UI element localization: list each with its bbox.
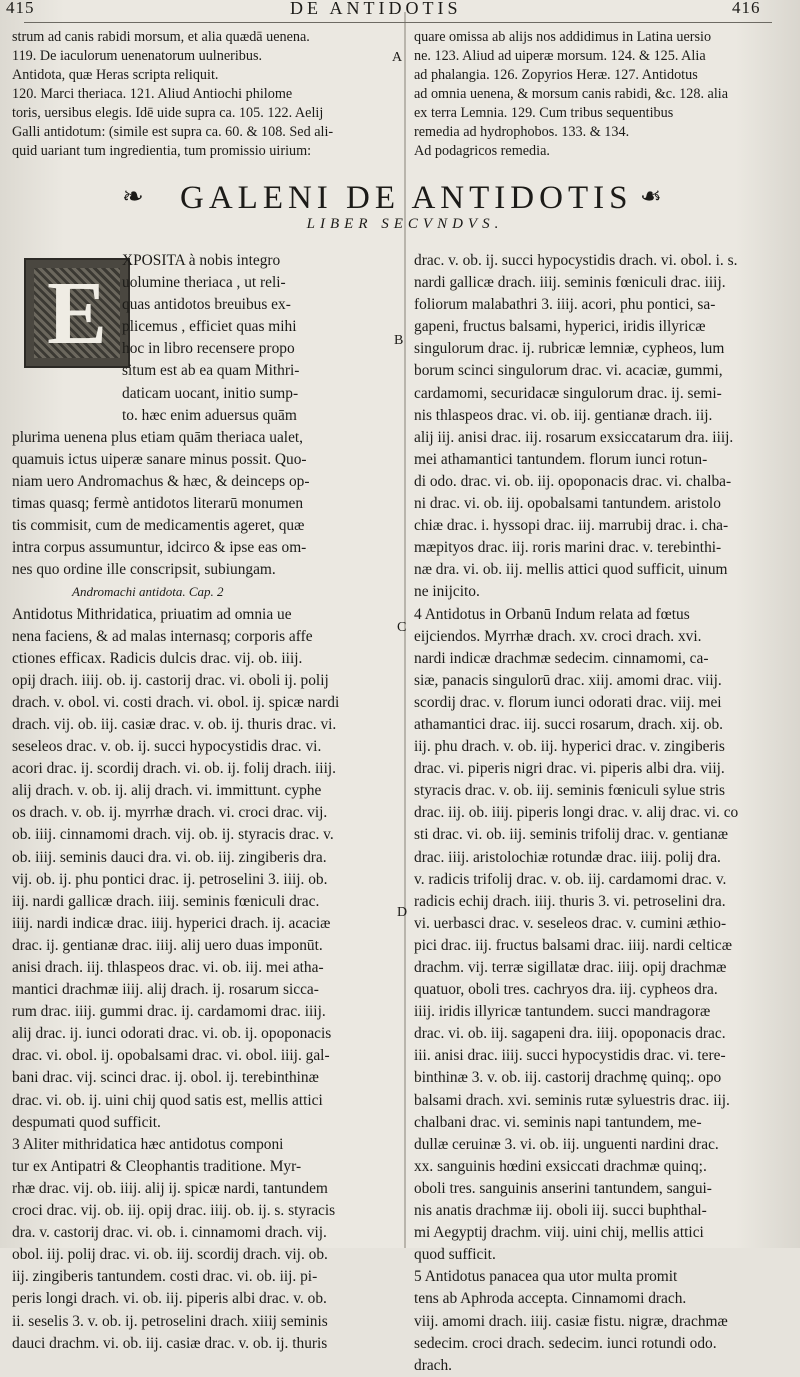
text-line: quod sufficit. (414, 1246, 496, 1264)
text-line: mei athamantici tantundem. florum iunci rotun- (414, 450, 708, 468)
margin-letter-b: B (394, 333, 404, 348)
text-line: singulorum drac. ij. rubricæ lemniæ, cypheos, lum (414, 340, 725, 358)
text-line: radicis echij drach. iiij. thuris 3. vi. petroselini dra. (414, 892, 726, 910)
text-line: ad phalangia. 126. Zopyrios Heræ. 127. Antidotus (414, 67, 698, 83)
text-line: os drach. v. ob. ij. myrrhæ drach. vi. croci drac. vij. (12, 804, 328, 822)
text-line: hoc in libro recensere propo (122, 340, 295, 358)
text-line: Galli antidotum: (simile est supra ca. 60. & 108. Sed ali- (12, 124, 334, 140)
initial-letter: E (46, 263, 108, 363)
chapter-caption: Andromachi antidota. Cap. 2 (72, 584, 224, 600)
text-column-left (12, 250, 400, 1355)
leaf-ornament-icon: ❧ (122, 182, 144, 211)
text-line: anisi drach. iij. thlaspeos drac. vi. ob. iij. mei atha- (12, 959, 324, 976)
text-line: nes quo ordine ille conscripsit, subiungam. (12, 561, 276, 579)
text-line: Ad podagricos remedia. (414, 143, 550, 159)
text-line: drac. vi. ob. ij. uini chij quod satis est, mellis attici (12, 1091, 323, 1109)
table-of-contents-right (414, 28, 778, 161)
text-line: drach. vij. ob. iij. casiæ drac. v. ob. ij. thuris drac. vi. (12, 715, 337, 733)
text-line: tur ex Antipatri & Cleophantis traditione. Myr- (12, 1157, 302, 1175)
text-line: drac. ij. gentianæ drac. iiij. alij uero duas imponūt. (12, 936, 323, 954)
text-line: ex terra Lemnia. 129. Cum tribus sequentibus (414, 105, 674, 121)
text-line: drac. iiij. aristolochiæ rotundæ drac. iiij. polij dra. (414, 848, 721, 866)
text-line: v. radicis trifolij drac. v. ob. iij. cardamomi drac. v. (414, 870, 727, 888)
leaf-ornament-icon: ❧ (640, 182, 662, 211)
text-line: XPOSITA à nobis integro (122, 252, 281, 269)
text-line: tens ab Aphroda accepta. Cinnamomi drach. (414, 1290, 687, 1308)
text-line: chalbani drac. vi. seminis napi tantundem, me- (414, 1113, 702, 1131)
text-line: croci drac. vij. ob. iij. opij drac. iiij. ob. ij. s. styracis (12, 1202, 336, 1220)
text-line: uolumine theriaca , ut reli- (122, 274, 286, 292)
text-line: binthinæ 3. v. ob. iij. castorij drachmę quinq;. opo (414, 1069, 722, 1087)
text-line: situm est ab ea quam Mithri- (122, 362, 300, 380)
text-line: strum ad canis rabidi morsum, et alia quædā uenena. (12, 29, 310, 45)
header-rule (24, 22, 772, 23)
text-line: foliorum malabathri 3. iiij. acori, phu pontici, sa- (414, 296, 716, 314)
text-line: drac. vi. obol. ij. opobalsami drac. vi. obol. iiij. gal- (12, 1047, 330, 1065)
text-line: mæpityos drac. iij. roris marini drac. v. terebinthi- (414, 539, 722, 557)
margin-letter-a: A (392, 50, 403, 65)
text-line: dra. v. castorij drac. vi. ob. i. cinnamomi drach. vij. (12, 1224, 327, 1242)
text-line: pici drac. iij. fructus balsami drac. iiij. nardi celticæ (414, 936, 732, 954)
text-line: ctiones efficax. Radicis dulcis drac. vij. ob. iiij. (12, 649, 303, 667)
text-line: 4 Antidotus in Orbanū Indum relata ad fœtus (414, 605, 690, 623)
text-line: drach. (414, 1356, 453, 1374)
text-line: quas antidotos breuibus ex- (122, 296, 291, 314)
text-line: seseleos drac. v. ob. ij. succi hypocystidis drac. vi. (12, 738, 322, 756)
text-line: nena faciens, & ad malas internasq; corporis affe (12, 627, 313, 645)
text-line: drac. v. ob. ij. succi hypocystidis drach. vi. obol. i. s. (414, 252, 738, 269)
text-line: ni drac. vi. ob. iij. opobalsami tantundem. aristolo (414, 495, 721, 513)
text-line: gapeni, fructus balsami, hyperici, iridis illyricæ (414, 318, 706, 336)
text-line: chiæ drac. i. hyssopi drac. iij. marrubij drac. i. cha- (414, 517, 729, 535)
text-line: cardamomi, securidacæ singulorum drac. ij. semi- (414, 384, 722, 402)
text-line: næ dra. vi. ob. iij. mellis attici quod sufficit, uinum (414, 561, 728, 579)
text-line: iiij. nardi indicæ drac. iiij. hyperici drach. ij. acaciæ (12, 914, 331, 932)
text-line: nardi indicæ drachmæ sedecim. cinnamomi, ca- (414, 649, 709, 667)
text-line: athamantici drac. iij. succi rosarum, drach. xij. ob. (414, 715, 723, 733)
text-line: 5 Antidotus panacea qua utor multa promit (414, 1268, 678, 1286)
text-line: quid uariant tum ingredientia, tum promissio uirium: (12, 143, 312, 159)
text-line: balsami drach. xvi. seminis rutæ syluestris drac. iij. (414, 1091, 730, 1109)
text-line: bani drac. vij. scinci drac. ij. obol. ij. terebinthinæ (12, 1069, 319, 1087)
text-line: ob. iiij. seminis dauci dra. vi. ob. iij. zingiberis dra. (12, 848, 327, 866)
text-line: drach. v. obol. vi. costi drach. vi. obol. ij. spicæ nardi (12, 693, 340, 711)
book-subtitle: LIBER SECVNDVS. (306, 216, 504, 232)
running-title: DE ANTIDOTIS (290, 0, 462, 18)
page-number-right: 416 (732, 0, 761, 17)
text-line: iij. nardi gallicæ drach. iiij. seminis fœniculi drac. (12, 892, 320, 910)
text-line: Antidota, quæ Heras scripta reliquit. (12, 67, 219, 83)
text-line: plicemus , efficiet quas mihi (122, 318, 297, 336)
text-line: iiij. iridis illyricæ tantundem. succi mandragoræ (414, 1003, 711, 1021)
text-line: drac. vi. piperis nigri drac. vi. piperis albi dra. viij. (414, 760, 725, 778)
text-line: siæ, panacis singulorū drac. xiij. amomi drac. viij. (414, 671, 722, 689)
text-line: 120. Marci theriaca. 121. Aliud Antiochi philome (12, 86, 293, 102)
text-line: drachm. vij. terræ sigillatæ drac. iiij. opij drachmæ (414, 959, 727, 976)
text-line: ii. seselis 3. v. ob. ij. petroselini drach. xiiij seminis (12, 1312, 328, 1330)
text-line: eijciendos. Myrrhæ drach. xv. croci drach. xvi. (414, 627, 702, 645)
text-line: drac. vi. ob. iij. sagapeni dra. iiij. opoponacis drac. (414, 1025, 726, 1043)
text-line: oboli tres. sanguinis anserini tantundem, sangui- (414, 1179, 712, 1197)
text-line: borum scinci singulorum drac. vi. acaciæ, gummi, (414, 362, 723, 380)
table-of-contents-left (12, 28, 398, 161)
text-line: viij. amomi drach. iiij. casiæ fistu. nigræ, drachmæ (414, 1312, 728, 1330)
text-line: iij. zingiberis tantundem. costi drac. vi. ob. iij. pi- (12, 1268, 318, 1286)
text-line: vij. ob. ij. phu pontici drac. ij. petroselini 3. iiij. ob. (12, 870, 328, 888)
text-line: toris, uersibus elegis. Idē uide supra ca. 105. 122. Aelij (12, 105, 324, 121)
margin-letter-d: D (397, 905, 408, 920)
text-line: quare omissa ab alijs nos addidimus in Latina uersio (414, 29, 712, 45)
text-line: vi. uerbasci drac. v. seseleos drac. v. cumini æthio- (414, 914, 727, 932)
text-line: tis commisit, cum de medicamentis ageret, quæ (12, 517, 305, 535)
text-line: daticam uocant, initio sump- (122, 384, 299, 402)
page-number-left: 415 (6, 0, 35, 17)
text-line: nardi gallicæ drach. iiij. seminis fœniculi drac. iiij. (414, 274, 726, 292)
text-line: intra corpus assumuntur, idcirco & ipse eas om- (12, 539, 307, 557)
text-line: timas quasq; fermè antidotos literarū monumen (12, 495, 304, 513)
text-line: dullæ ceruinæ 3. vi. ob. iij. unguenti nardini drac. (414, 1135, 719, 1153)
text-line: dauci drachm. vi. ob. iij. casiæ drac. v. ob. ij. thuris (12, 1334, 328, 1352)
text-line: rhæ drac. vij. ob. iiij. alij ij. spicæ nardi, tantundem (12, 1179, 328, 1197)
text-line: scordij drac. v. florum iunci odorati drac. viij. mei (414, 693, 722, 711)
text-line: di odo. drac. vi. ob. iij. opoponacis drac. vi. chalba- (414, 472, 732, 490)
text-line: ne inijcito. (414, 583, 480, 601)
text-line: mi Aegyptij drachm. viij. uini chij, mellis attici (414, 1224, 704, 1242)
text-line: sti drac. vi. ob. iij. seminis trifolij drac. v. gentianæ (414, 826, 729, 844)
text-line: alij drach. v. ob. ij. alij drach. vi. immittunt. cyphe (12, 782, 322, 800)
text-line: nis anatis drachmæ iij. oboli iij. succi buphthal- (414, 1202, 707, 1220)
text-line: 119. De iaculorum uenenatorum uulneribus. (12, 48, 263, 64)
text-line: iii. anisi drac. iiij. succi hypocystidis drac. vi. tere- (414, 1047, 726, 1065)
text-line: ad omnia uenena, & morsum canis rabidi, &c. 128. alia (414, 86, 729, 102)
text-line: remedia ad hydrophobos. 133. & 134. (414, 124, 630, 140)
text-line: rum drac. iiij. gummi drac. ij. cardamomi drac. iiij. (12, 1003, 326, 1021)
text-line: despumati quod sufficit. (12, 1113, 161, 1131)
text-line: alij drac. ij. iunci odorati drac. vi. ob. ij. opoponacis (12, 1025, 332, 1043)
text-line: xx. sanguinis hœdini exsiccati drachmæ quinq;. (414, 1157, 707, 1175)
text-line: quatuor, oboli tres. cachryos dra. iij. cypheos dra. (414, 981, 718, 999)
text-column-right (414, 250, 780, 1377)
text-line: opij drach. iiij. ob. ij. castorij drac. vi. oboli ij. polij (12, 671, 329, 689)
text-line: drac. iij. ob. iiij. piperis longi drac. v. alij drac. vi. co (414, 804, 739, 822)
text-line: plurima uenena plus etiam quām theriaca ualet, (12, 428, 304, 446)
text-line: iij. phu drach. v. ob. iij. hyperici drac. v. zingiberis (414, 738, 725, 756)
margin-letter-c: C (397, 620, 407, 635)
text-line: to. hæc enim aduersus quām (122, 406, 297, 424)
text-line: alij iij. anisi drac. iij. rosarum exsiccatarum dra. iiij. (414, 428, 734, 446)
text-line: Antidotus Mithridatica, priuatim ad omnia ue (12, 605, 292, 623)
text-line: ob. iiij. cinnamomi drach. vij. ob. ij. styracis drac. v. (12, 826, 334, 844)
text-line: peris longi drach. vi. ob. iij. piperis albi drac. v. ob. (12, 1290, 327, 1308)
text-line: ne. 123. Aliud ad uiperæ morsum. 124. & 125. Alia (414, 48, 706, 64)
text-line: obol. iij. polij drac. vi. ob. iij. scordij drach. vij. ob. (12, 1246, 328, 1264)
text-line: niam uero Andromachus & hæc, & deinceps op- (12, 472, 310, 490)
text-line: mantici drachmæ iiij. alij drach. ij. rosarum sicca- (12, 981, 319, 999)
text-line: sedecim. croci drach. sedecim. iunci rotundi odo. (414, 1334, 717, 1352)
text-line: nis thlaspeos drac. vi. ob. iij. gentianæ drach. iij. (414, 406, 713, 424)
text-line: styracis drac. v. ob. iij. seminis fœniculi sylue stris (414, 782, 726, 800)
text-line: acori drac. ij. scordij drach. vi. ob. ij. folij drach. iiij. (12, 760, 336, 778)
text-line: 3 Aliter mithridatica hæc antidotus componi (12, 1135, 284, 1153)
book-title: GALENI DE ANTIDOTIS (180, 180, 633, 216)
text-line: quamuis ictus uiperæ sanare minus possit. Quo- (12, 450, 307, 468)
